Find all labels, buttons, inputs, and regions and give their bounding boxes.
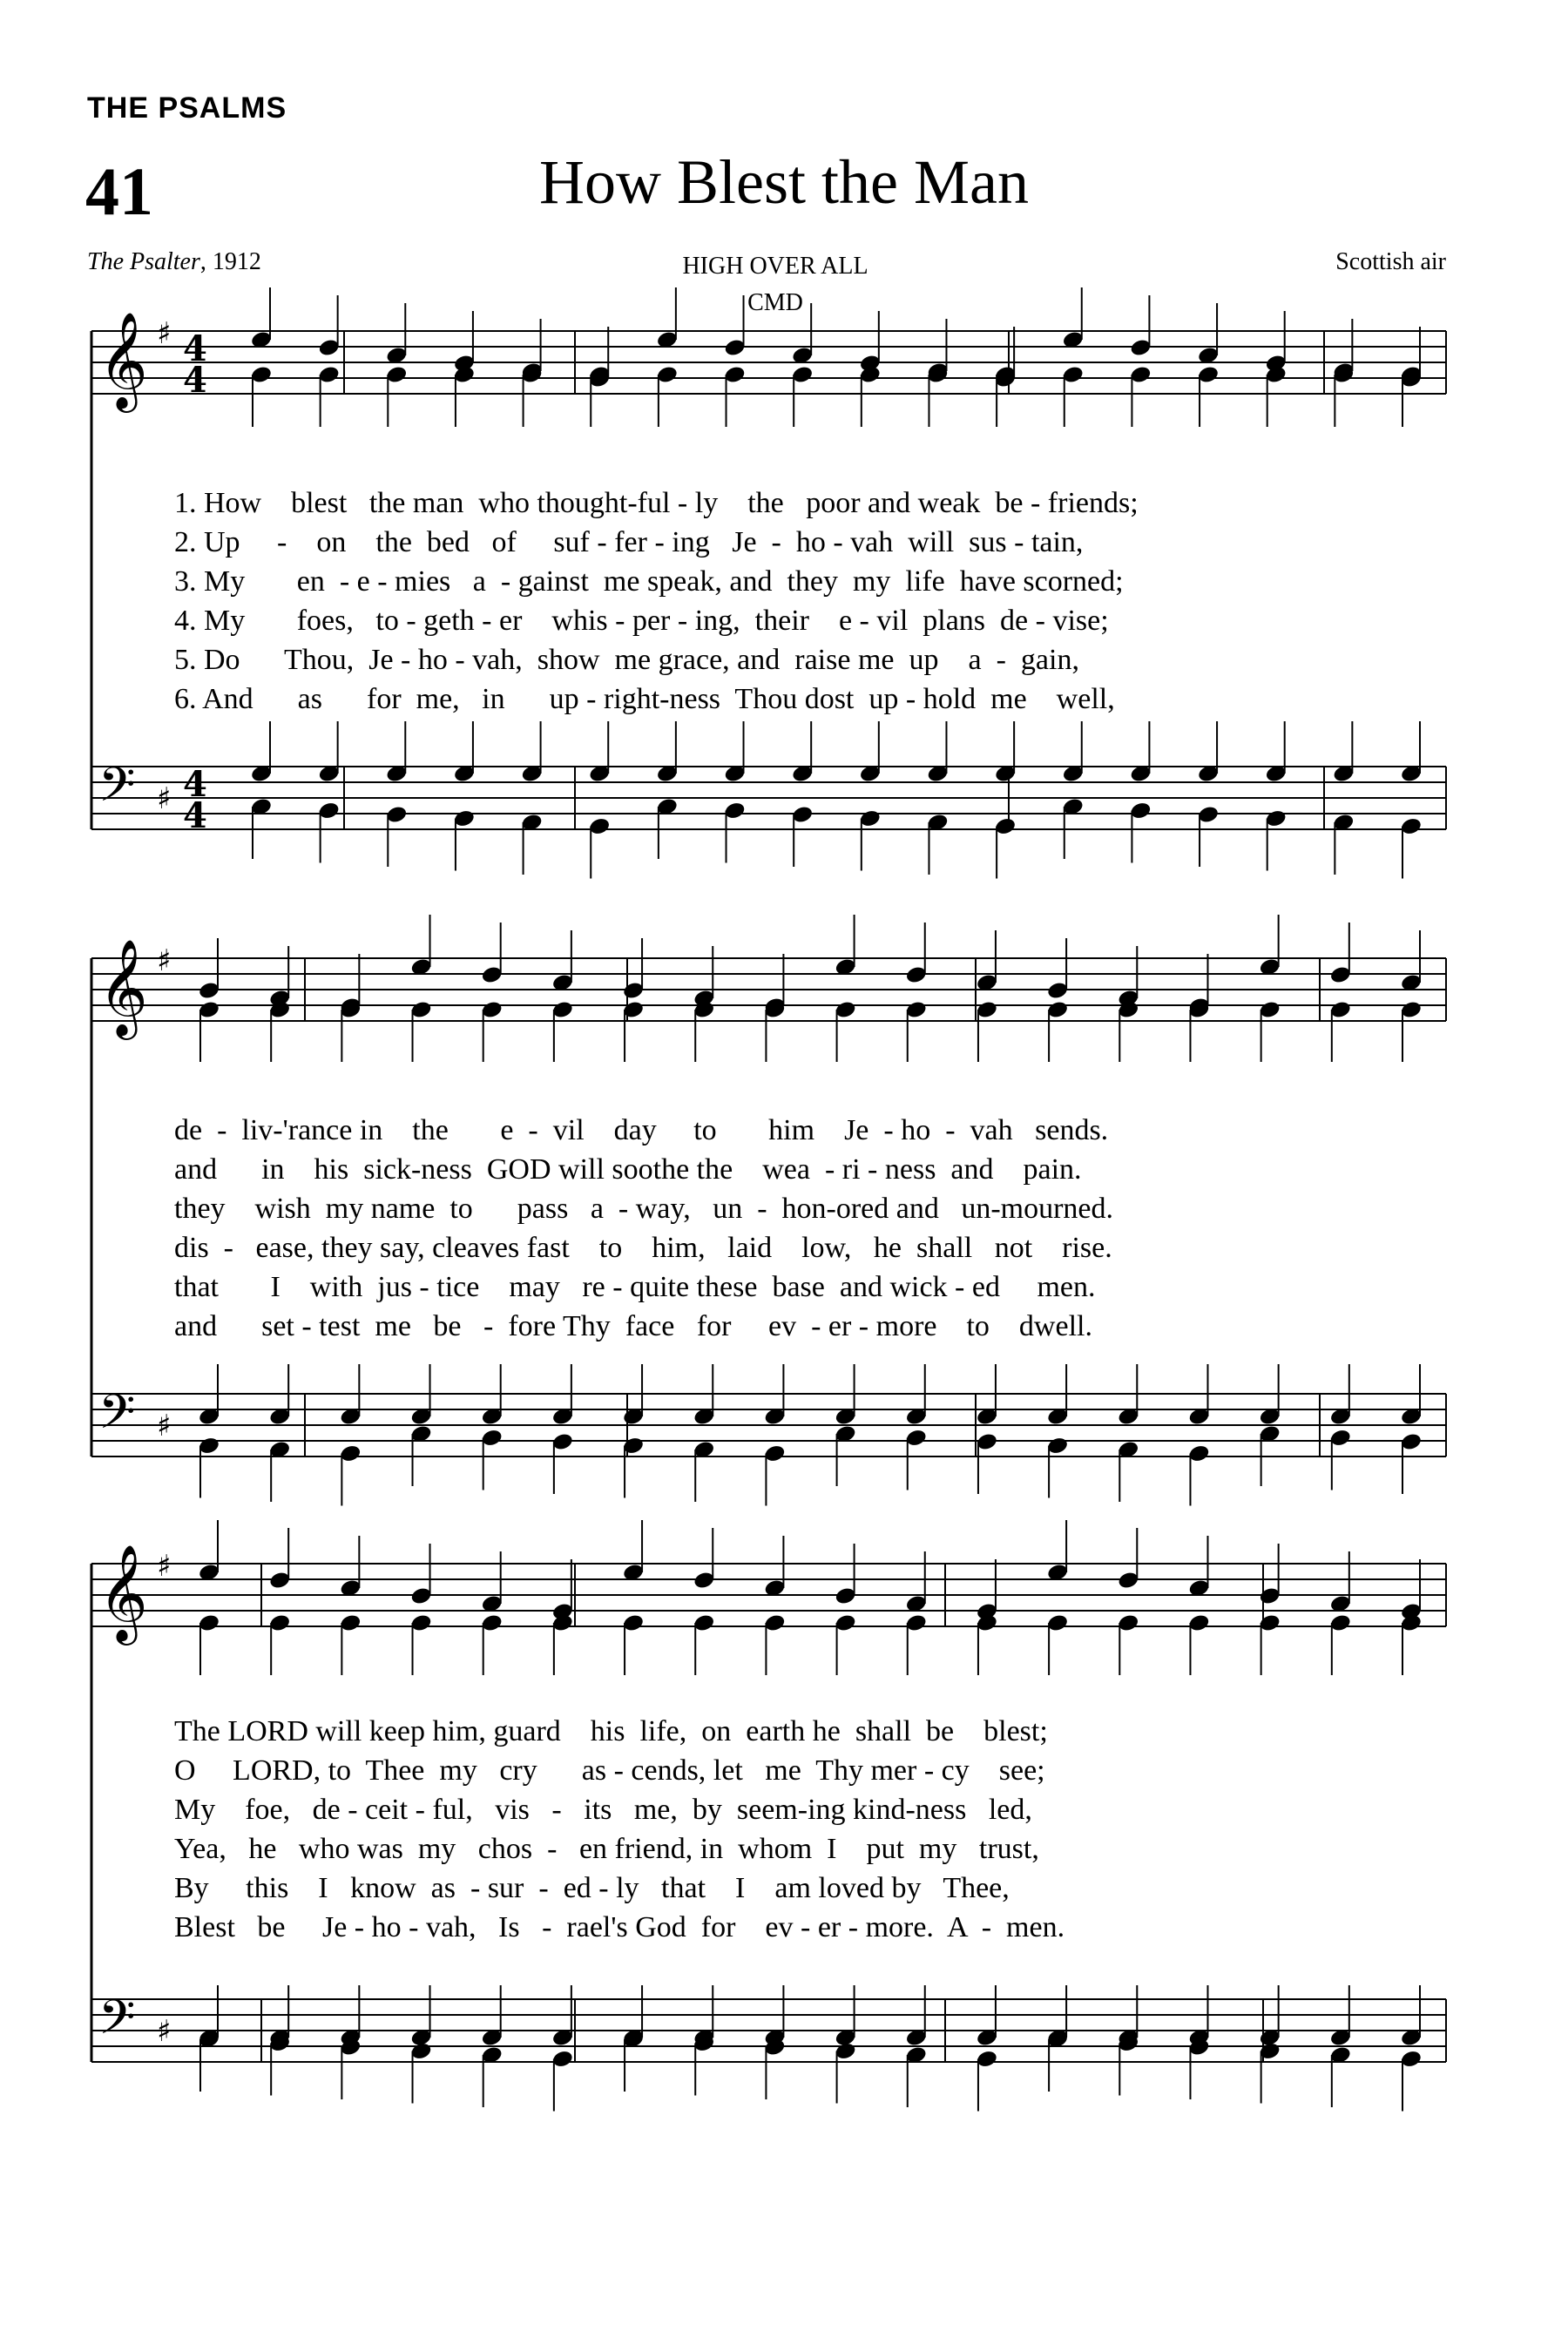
lyric-line: My foe, de - ceit - ful, vis - its me, by seem-ing kind-ness led, (174, 1794, 1032, 1826)
lyric-line: 3. My en - e - mies a - gainst me speak, and they my life have scorned; (174, 565, 1124, 598)
time-signature: 4 (183, 360, 207, 401)
lyric-line: and in his sick-ness GOD will soothe the wea - ri - ness and pain. (174, 1153, 1082, 1186)
sharp-icon: ♯ (157, 316, 172, 351)
treble-clef-icon: 𝄞 (98, 938, 148, 1036)
meter: CMD (747, 289, 803, 316)
lyric-line: Blest be Je - ho - vah, Is - rael's God for ev - er - more. A - men. (174, 1911, 1065, 1943)
sharp-icon: ♯ (157, 781, 172, 816)
lyric-line: 2. Up - on the bed of suf - fer - ing Je - ho - vah will sus - tain, (174, 526, 1084, 558)
lyric-line: and set - test me be - fore Thy face for ev - er - more to dwell. (174, 1310, 1092, 1342)
bass-clef-icon: 𝄢 (98, 1384, 136, 1451)
hymn-title: How Blest the Man (539, 147, 1029, 217)
sharp-icon: ♯ (157, 2014, 172, 2049)
tune-name: HIGH OVER ALL (682, 253, 868, 280)
section-label: THE PSALMS (87, 91, 287, 125)
lyric-line: de - liv-'rance in the e - vil day to him Je - ho - vah sends. (174, 1114, 1109, 1146)
lyric-line: dis - ease, they say, cleaves fast to him, laid low, he shall not rise. (174, 1232, 1112, 1264)
time-signature: 4 (183, 328, 207, 369)
lyric-line: O LORD, to Thee my cry as - cends, let me Thy mer - cy see; (174, 1754, 1045, 1787)
lyric-line: 1. How blest the man who thought-ful - ly the poor and weak be - friends; (174, 487, 1139, 519)
time-signature: 4 (183, 795, 207, 836)
source-book: The Psalter (87, 248, 200, 275)
lyric-line: Yea, he who was my chos - en friend, in whom I put my trust, (174, 1833, 1039, 1865)
bass-clef-icon: 𝄢 (98, 1990, 136, 2057)
composer: Scottish air (1335, 248, 1446, 275)
time-signature: 4 (183, 764, 207, 805)
sharp-icon: ♯ (157, 1549, 172, 1584)
sharp-icon: ♯ (157, 943, 172, 978)
bass-clef-icon: 𝄢 (98, 757, 136, 824)
treble-clef-icon: 𝄞 (98, 1544, 148, 1641)
source-year: , 1912 (199, 248, 261, 275)
sharp-icon: ♯ (157, 1409, 172, 1443)
lyric-line: that I with jus - tice may re - quite these base and wick - ed men. (174, 1271, 1096, 1303)
lyric-line: they wish my name to pass a - way, un - hon-ored and un-mourned. (174, 1193, 1114, 1225)
lyric-line: 4. My foes, to - geth - er whis - per - ing, their e - vil plans de - vise; (174, 605, 1109, 637)
lyric-line: The LORD will keep him, guard his life, on earth he shall be blest; (174, 1715, 1048, 1747)
treble-clef-icon: 𝄞 (98, 311, 148, 409)
lyric-line: By this I know as - sur - ed - ly that I am loved by Thee, (174, 1872, 1010, 1904)
lyric-line: 5. Do Thou, Je - ho - vah, show me grace, and raise me up a - gain, (174, 644, 1079, 676)
psalm-number: 41 (85, 153, 153, 229)
lyric-line: 6. And as for me, in up - right-ness Thou dost up - hold me well, (174, 683, 1115, 715)
